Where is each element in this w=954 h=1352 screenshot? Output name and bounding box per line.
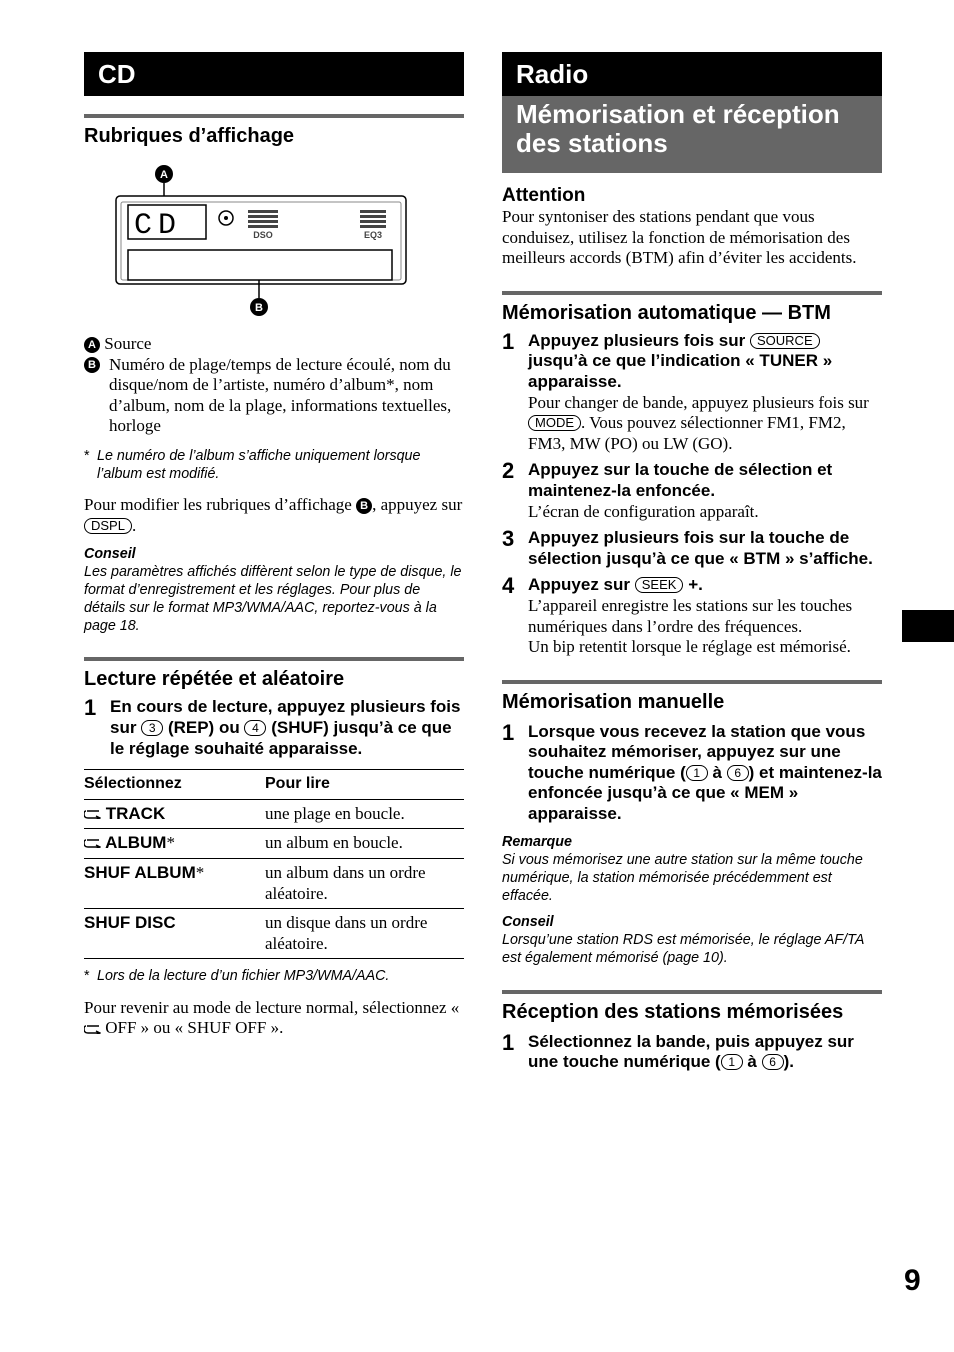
badge-b: B bbox=[84, 357, 100, 373]
section-banner-radio: Radio bbox=[502, 52, 882, 96]
heading-btm: Mémorisation automatique — BTM bbox=[502, 291, 882, 325]
seek-key: SEEK bbox=[635, 577, 684, 593]
left-column bbox=[84, 52, 464, 1039]
table-row: SHUF DISC un disque dans un ordre aléatoire. bbox=[84, 909, 464, 959]
btm-step-1: 1 Appuyez plusieurs fois sur SOURCE jusqu’à ce que l’indication « TUNER » apparaisse. Pour changer de bande, appuyez plusieurs fois sur MODE . Vous pouvez sélectionner FM1, FM2, FM3, MW (PO) ou LW (GO). bbox=[502, 328, 869, 453]
section-banner-memorize: Mémorisation et réception des stations bbox=[502, 96, 882, 173]
callout-b bbox=[250, 280, 268, 316]
footnote-album: * Le numéro de l’album s’affiche uniquement lorsque l’album est modifié. bbox=[84, 447, 421, 483]
repeat-icon bbox=[84, 1025, 101, 1034]
svg-text:EQ3: EQ3 bbox=[363, 230, 383, 240]
repeat-icon bbox=[84, 810, 101, 819]
remark-text: Si vous mémorisez une autre station sur la même touche numérique, la station mémorisée précédemment est effacée. bbox=[502, 851, 863, 905]
table-header-select: Sélectionnez bbox=[84, 775, 182, 793]
svg-text:DSO: DSO bbox=[253, 230, 273, 240]
repeat-step-1: 1 En cours de lecture, appuyez plusieurs fois sur 3 (REP) ou 4 (SHUF) jusqu’à ce que le réglage souhaité apparaisse. bbox=[84, 695, 461, 758]
btm-step-4: 4 Appuyez sur SEEK +. L’appareil enregistre les stations sur les touches numériques dans l’ordre des fréquences. Un bip retentit lorsque le réglage est mémorisé. bbox=[502, 573, 853, 657]
lcd-source-text: CD bbox=[134, 209, 183, 243]
key-6: 6 bbox=[762, 1054, 784, 1070]
legend-a: Source bbox=[104, 334, 152, 353]
heading-repeat-shuffle: Lecture répétée et aléatoire bbox=[84, 657, 464, 691]
reception-step-1: 1 Sélectionnez la bande, puis appuyez sur une touche numérique ( 1 à 6 ). bbox=[502, 1029, 854, 1072]
key-4: 4 bbox=[244, 720, 266, 736]
remark-title: Remarque bbox=[502, 833, 572, 850]
return-normal-text: Pour revenir au mode de lecture normal, sélectionnez « OFF » ou « SHUF OFF ». bbox=[84, 997, 460, 1038]
section-tab-marker bbox=[902, 610, 954, 642]
table-row: ALBUM* un album en boucle. bbox=[84, 829, 464, 859]
callout-b-label: B bbox=[255, 302, 263, 314]
table-row: TRACK une plage en boucle. bbox=[84, 799, 464, 829]
key-1: 1 bbox=[721, 1054, 743, 1070]
tip-title: Conseil bbox=[84, 545, 136, 562]
tip-text: Les paramètres affichés diffèrent selon le type de disque, le format d’enregistrement et les réglages. Pour plus de détails sur le format MP3/WMA/AAC, reportez-vous à la page 18. bbox=[84, 563, 462, 635]
page-number: 9 bbox=[904, 1264, 921, 1297]
tip-block-radio bbox=[502, 913, 882, 967]
btm-step-2: 2 Appuyez sur la touche de sélection et maintenez-la enfoncée. L’écran de configuration apparaît. bbox=[502, 458, 833, 521]
legend bbox=[84, 334, 464, 437]
source-key: SOURCE bbox=[750, 333, 820, 349]
modify-display-text: Pour modifier les rubriques d’affichage B , appuyez sur DSPL . bbox=[84, 495, 463, 535]
callout-a-label: A bbox=[160, 169, 168, 181]
btm-step-3: 3 Appuyez plusieurs fois sur la touche de sélection jusqu’à ce que « BTM » s’affiche. bbox=[502, 526, 873, 568]
table-row: SHUF ALBUM* un album dans un ordre aléatoire. bbox=[84, 858, 464, 908]
manual-step-1: 1 Lorsque vous recevez la station que vous souhaitez mémoriser, appuyez sur une touche numérique ( 1 à 6 ) et maintenez-la enfoncée jusqu’à ce que « MEM » apparaisse. bbox=[502, 719, 882, 824]
table-header-row bbox=[84, 770, 464, 800]
tip-text: Lorsqu’une station RDS est mémorisée, le réglage AF/TA est également mémorisé (page 10). bbox=[502, 932, 864, 967]
section-banner-cd: CD bbox=[84, 52, 464, 96]
key-3: 3 bbox=[141, 720, 163, 736]
attention-text: Pour syntoniser des stations pendant que vous conduisez, utilisez la fonction de mémorisation des meilleurs accords (BTM) afin d’éviter les accidents. bbox=[502, 207, 857, 268]
key-1: 1 bbox=[686, 765, 708, 781]
heading-reception: Réception des stations mémorisées bbox=[502, 990, 882, 1024]
mode-key: MODE bbox=[528, 415, 581, 431]
dspl-key: DSPL bbox=[84, 518, 132, 534]
legend-b: Numéro de plage/temps de lecture écoulé, nom du disque/nom de l’artiste, numéro d’album*, nom d’album, nom de la plage, informations textuelles, horloge bbox=[109, 354, 452, 436]
repeat-mode-table bbox=[84, 769, 464, 959]
lcd-text-area bbox=[128, 250, 392, 280]
remark-block bbox=[502, 833, 882, 906]
heading-display-items: Rubriques d’affichage bbox=[84, 114, 464, 148]
heading-manual: Mémorisation manuelle bbox=[502, 680, 882, 714]
right-column bbox=[502, 52, 882, 1073]
badge-a: A bbox=[84, 337, 100, 353]
key-6: 6 bbox=[727, 765, 749, 781]
footnote-mp3: * Lors de la lecture d’un fichier MP3/WMA/AAC. bbox=[84, 968, 390, 985]
attention-title: Attention bbox=[502, 185, 586, 206]
repeat-icon bbox=[84, 839, 101, 848]
badge-b-inline: B bbox=[356, 498, 372, 514]
display-diagram bbox=[84, 158, 464, 318]
table-header-play: Pour lire bbox=[265, 775, 330, 793]
tip-title: Conseil bbox=[502, 914, 554, 931]
tip-block bbox=[84, 545, 464, 636]
